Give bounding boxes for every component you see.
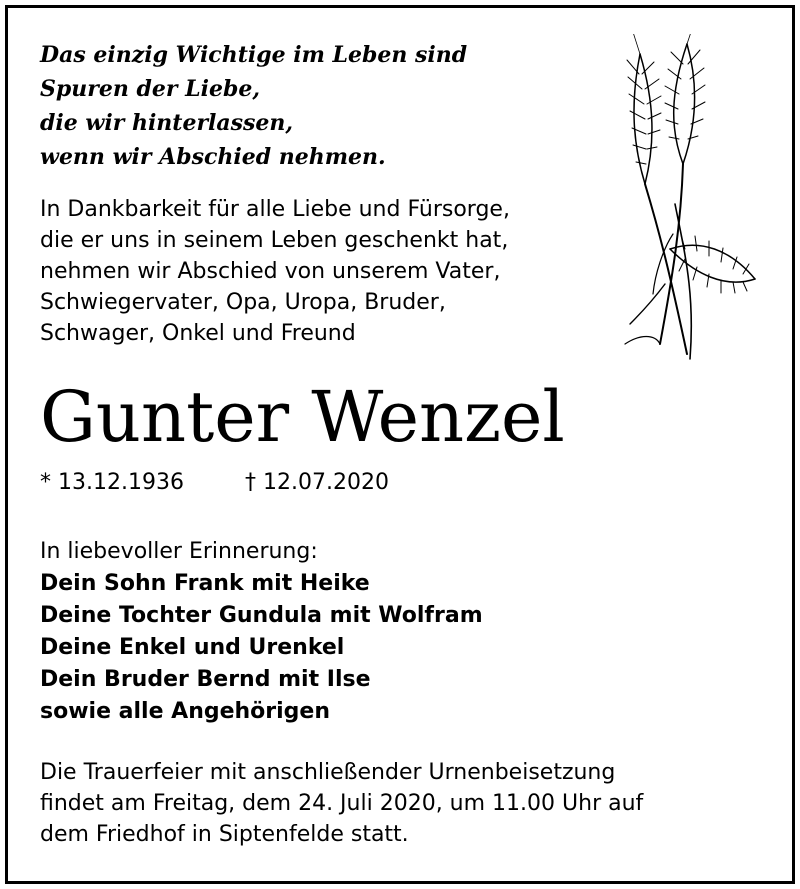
- thanks-line: Schwiegervater, Opa, Uropa, Bruder,: [40, 290, 446, 315]
- mourner-entry: Dein Sohn Frank mit Heike: [40, 571, 370, 596]
- mourner-entry: sowie alle Angehörigen: [40, 699, 331, 724]
- thanks-line: die er uns in seinem Leben geschenkt hat,: [40, 228, 509, 253]
- mourner-entry: Dein Bruder Bernd mit Ilse: [40, 667, 371, 692]
- mourners-intro: In liebevoller Erinnerung:: [40, 539, 318, 564]
- motto-line: die wir hinterlassen,: [40, 110, 294, 136]
- death-date: † 12.07.2020: [245, 470, 389, 495]
- thanks-line: In Dankbarkeit für alle Liebe und Fürsorge,: [40, 197, 510, 222]
- motto-line: Das einzig Wichtige im Leben sind: [40, 42, 468, 68]
- mourner-entry: Deine Tochter Gundula mit Wolfram: [40, 603, 483, 628]
- deceased-name: Gunter Wenzel: [40, 376, 565, 458]
- birth-date: * 13.12.1936: [40, 470, 184, 495]
- mourner-entry: Deine Enkel und Urenkel: [40, 635, 345, 660]
- motto-quote: [40, 38, 467, 174]
- service-line: Die Trauerfeier mit anschließender Urnenbeisetzung: [40, 760, 616, 785]
- service-line: findet am Freitag, dem 24. Juli 2020, um 11.00 Uhr auf: [40, 791, 644, 816]
- wheat-icon: [615, 34, 760, 364]
- thanks-line: Schwager, Onkel und Freund: [40, 321, 356, 346]
- motto-line: Spuren der Liebe,: [40, 76, 260, 102]
- service-line: dem Friedhof in Siptenfelde statt.: [40, 822, 409, 847]
- thanks-line: nehmen wir Abschied von unserem Vater,: [40, 259, 501, 284]
- thanks-text: [40, 194, 510, 349]
- funeral-service-info: [40, 757, 643, 850]
- mourners-list: [40, 536, 483, 728]
- motto-line: wenn wir Abschied nehmen.: [40, 144, 386, 170]
